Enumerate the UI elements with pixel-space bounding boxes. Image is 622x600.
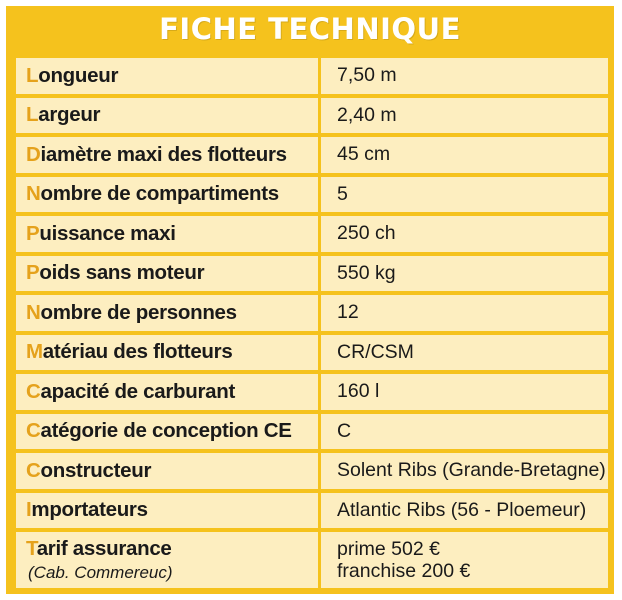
label-rest: ombre de personnes [40,300,237,324]
table-row [16,58,608,94]
table-row-insurance [16,532,608,588]
label-initial: T [26,537,37,560]
value-cell: 7,50 m [321,58,608,94]
label-rest: apacité de carburant [40,379,236,403]
row-label [26,261,318,285]
spec-table [16,58,608,588]
table-row [16,493,608,529]
spec-sheet [6,6,614,594]
value-cell [321,532,608,588]
label-cell [16,493,318,529]
label-rest: arif assurance [36,537,172,560]
table-row [16,453,608,489]
label-initial: C [26,458,41,482]
value-cell: 550 kg [321,256,608,292]
label-cell [16,177,318,213]
table-row [16,414,608,450]
row-label [26,498,318,522]
label-cell [16,453,318,489]
label-rest: oids sans moteur [39,261,205,285]
label-initial: L [26,63,39,87]
value-cell: 2,40 m [321,98,608,134]
label-cell [16,532,318,588]
label-rest: mportateurs [31,498,148,522]
row-label [26,143,318,167]
label-rest: iamètre maxi des flotteurs [40,142,287,166]
label-cell [16,137,318,173]
row-label [26,182,318,206]
value-cell: Solent Ribs (Grande-Bretagne) [321,453,608,489]
value-cell: 45 cm [321,137,608,173]
label-cell [16,414,318,450]
insurance-premium: prime 502 € [337,538,440,560]
table-row [16,335,608,371]
row-label [26,340,318,364]
table-row [16,137,608,173]
table-row [16,98,608,134]
sheet-title: FICHE TECHNIQUE [159,11,461,46]
label-initial: D [26,142,41,166]
insurer-name: (Cab. Commereuc) [28,563,173,582]
label-cell [16,295,318,331]
label-initial: N [26,182,41,206]
label-initial: L [26,103,39,127]
value-cell: C [321,414,608,450]
label-rest: atériau des flotteurs [42,340,233,364]
label-initial: P [26,221,40,245]
table-row [16,177,608,213]
row-label [26,419,318,443]
label-rest: onstructeur [40,458,152,482]
row-label [26,301,318,325]
label-initial: M [26,340,43,364]
label-cell [16,98,318,134]
label-cell [16,374,318,410]
row-label [26,222,318,246]
value-cell: 160 l [321,374,608,410]
row-label [26,380,318,404]
label-initial: P [26,261,40,285]
table-row [16,216,608,252]
label-cell [16,58,318,94]
value-cell: 5 [321,177,608,213]
value-cell: 12 [321,295,608,331]
value-cell: Atlantic Ribs (56 - Ploemeur) [321,493,608,529]
label-initial: N [26,300,41,324]
row-label [26,537,318,561]
label-rest: uissance maxi [39,221,176,245]
label-rest: ombre de compartiments [40,182,279,206]
label-cell [16,256,318,292]
label-initial: C [26,379,41,403]
table-row [16,374,608,410]
label-cell [16,335,318,371]
label-initial: C [26,419,41,443]
value-cell: CR/CSM [321,335,608,371]
insurance-deductible: franchise 200 € [337,560,471,582]
row-label [26,64,318,88]
row-label [26,459,318,483]
label-initial: I [26,498,32,522]
label-rest: argeur [38,103,101,127]
label-rest: atégorie de conception CE [40,419,292,443]
label-rest: ongueur [38,63,119,87]
table-row [16,295,608,331]
table-row [16,256,608,292]
label-cell [16,216,318,252]
row-label [26,103,318,127]
value-cell: 250 ch [321,216,608,252]
